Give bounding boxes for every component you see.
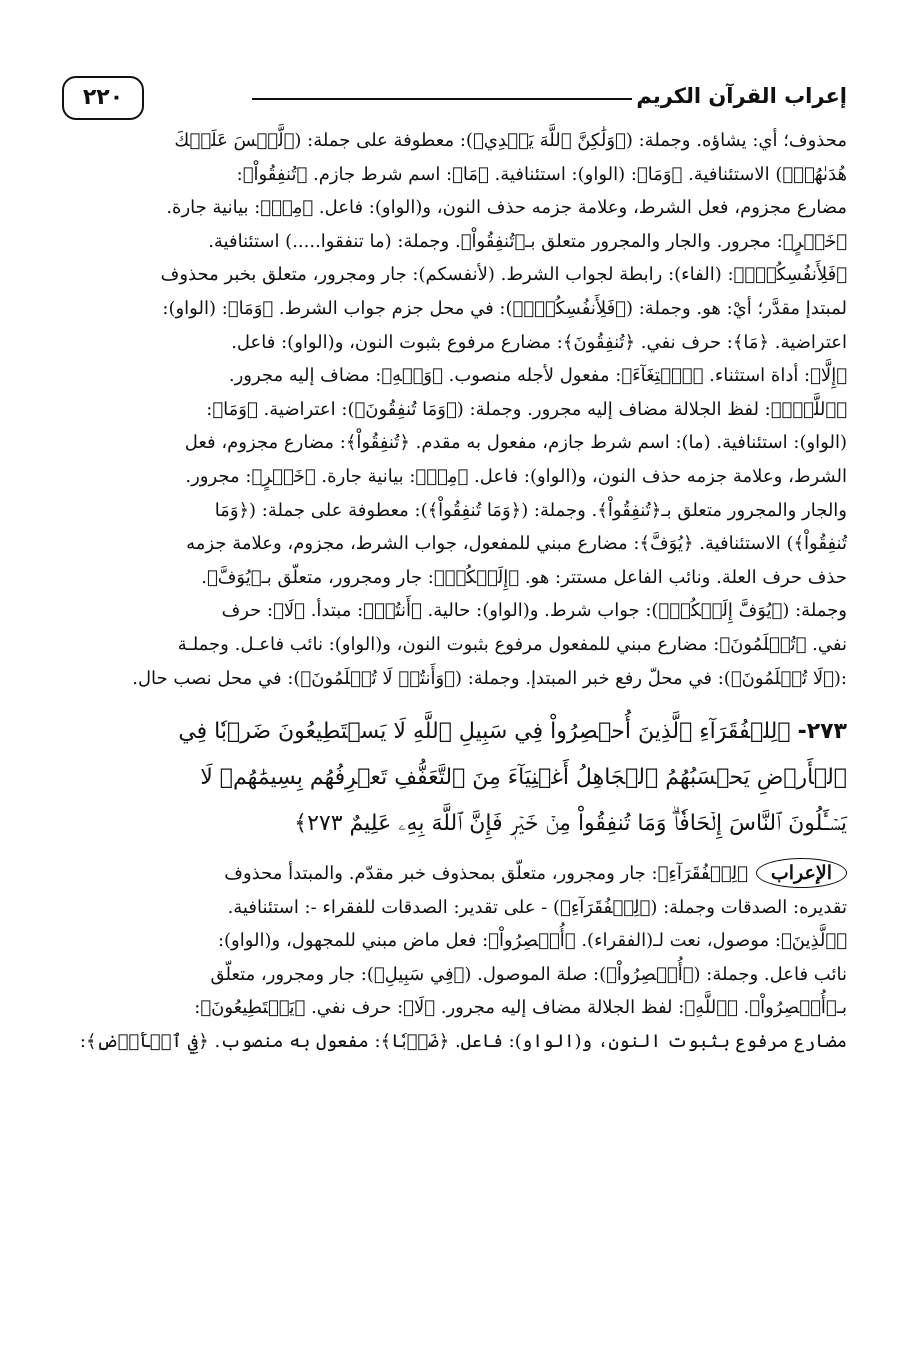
book-page [62,62,847,1059]
irab-273 [62,857,847,1059]
text-line: هُدَىٰهُمۡ﴾) الاستئنافية. ﴿وَمَا﴾: (الواو): استئنافية. ﴿مَا﴾: اسم شرط جازم. ﴿تُنفِقُواْ﴾: [236,163,847,185]
text-line: مضارع مرفوع بثبوت النون، و(الواو): فاعل. ﴿ضَرۡبٗا﴾: مفعول به منصوب. ﴿فِي ٱلۡأَرۡضِ﴾: [79,1031,847,1053]
text-line: ﴿إِلَّا﴾: أداة استثناء. ﴿ٱبۡتِغَآءَ﴾: مفعول لأجله منصوب. ﴿وَجۡهِ﴾: مضاف إليه مجرور. [228,365,847,387]
page-header [62,62,847,124]
irab-text: ﴿لِلۡفُقَرَآءِ﴾: جار ومجرور، متعلّق بمحذوف خبر مقدّم. والمبتدأ محذوف [224,863,748,885]
text-line: اعتراضية. ﴿مَا﴾: حرف نفي. ﴿تُنفِقُونَ﴾: مضارع مرفوع بثبوت النون، و(الواو): فاعل. [231,331,847,353]
text-line: وجملة: (﴿يُوَفَّ إِلَيۡكُمۡ﴾): جواب شرط. و(الواو): حالية. ﴿أَنتُمۡ﴾: مبتدأ. ﴿لَا﴾: حرف [221,600,847,622]
commentary-272 [62,124,847,695]
text-line: محذوف؛ أي: يشاؤه. وجملة: (﴿وَلَٰكِنَّ ٱللَّهَ يَهۡدِي﴾): معطوفة على جملة: (﴿لَّيۡسَ عَلَيۡكَ [174,130,847,151]
verse-number: ٢٧٣- [797,719,847,745]
text-line: لمبتدإ مقدَّر؛ أيْ: هو. وجملة: (﴿فَلِأَنفُسِكُمۡۚ﴾): في محل جزم جواب الشرط. ﴿وَمَا﴾: (الواو): [162,297,847,319]
text-line: ﴿ٱللَّهِۚ﴾: لفظ الجلالة مضاف إليه مجرور. وجملة: (﴿وَمَا تُنفِقُونَ﴾): اعتراضية. ﴿وَمَا﴾: [206,398,847,420]
text-line: تُنفِقُواْ﴾) الاستئنافية. ﴿يُوَفَّ﴾: مضارع مبني للمفعول، جواب الشرط، مجزوم، وعلامة جزمه [186,533,847,555]
verse-line: ٱلۡأَرۡضِ يَحۡسَبُهُمُ ٱلۡجَاهِلُ أَغۡنِيَآءَ مِنَ ٱلتَّعَفُّفِ تَعۡرِفُهُم بِسِيمَٰهُمۡ لَا [200,765,847,791]
text-line: نفي. ﴿تُظۡلَمُونَ﴾: مضارع مبني للمفعول مرفوع بثبوت النون، و(الواو): نائب فاعـل. وجملـة [177,633,847,655]
text-line: :(﴿لَا تُظۡلَمُونَ﴾): في محلّ رفع خبر المبتدإ. وجملة: (﴿وَأَنتُمۡ لَا تُظۡلَمُونَ﴾): في محل نصب حال. [132,667,847,689]
text-line: ﴿خَيۡرٍ﴾: مجرور. والجار والمجرور متعلق بـ﴿تُنفِقُواْ﴾. وجملة: (ما تنفقوا.....) استئنافية. [208,230,847,252]
text-line: مضارع مجزوم، فعل الشرط، وعلامة جزمه حذف النون، و(الواو): فاعل. ﴿مِنۡ﴾: بيانية جارة. [166,197,847,219]
text-line: نائب فاعل. وجملة: (﴿أُحۡصِرُواْ﴾): صلة الموصول. (﴿فِي سَبِيلِ﴾): جار ومجرور، متعلّق [210,963,847,985]
text-line [62,857,847,891]
verse-273 [62,709,847,847]
text-line: ﴿فَلِأَنفُسِكُمۡۚ﴾: (الفاء): رابطة لجواب الشرط. (لأنفسكم): جار ومجرور، متعلق بخبر محذوف [160,264,847,286]
irab-label: الإعراب [756,858,847,888]
verse-line [62,709,847,755]
verse-text: ﴿لِلۡفُقَرَآءِ ٱلَّذِينَ أُحۡصِرُواْ فِي سَبِيلِ ٱللَّهِ لَا يَسۡتَطِيعُونَ ضَرۡبٗا فِي [178,719,791,745]
text-line: حذف حرف العلة. ونائب الفاعل مستتر: هو. ﴿إِلَيۡكُمۡ﴾: جار ومجرور، متعلّق بـ﴿يُوَفَّ﴾. [201,566,847,588]
running-title: إعراب القرآن الكريم [636,84,847,108]
text-line: بـ﴿أُحۡصِرُواْ﴾. ﴿ٱللَّهِ﴾: لفظ الجلالة مضاف إليه مجرور. ﴿لَا﴾: حرف نفي. ﴿يَسۡتَطِيعُونَ﴾: [194,997,847,1019]
page-number: ٢٢٠ [62,76,144,120]
text-line: والجار والمجرور متعلق بـ﴿تُنفِقُواْ﴾. وجملة: (﴿وَمَا تُنفِقُواْ﴾): معطوفة على جملة: (﴿وَمَا [214,499,847,521]
text-line: تقديره: الصدقات وجملة: (﴿لِلۡفُقَرَآءِ﴾) - على تقدير: الصدقات للفقراء -: استئنافية. [227,896,847,918]
text-line: الشرط، وعلامة جزمه حذف النون، و(الواو): فاعل. ﴿مِنۡ﴾: بيانية جارة. ﴿خَيۡرٍ﴾: مجرور. [185,465,847,487]
text-line: ﴿ٱلَّذِينَ﴾: موصول، نعت لـ(الفقراء). ﴿أُحۡصِرُواْ﴾: فعل ماض مبني للمجهول، و(الواو): [217,930,847,952]
header-rule [252,98,632,100]
verse-line: يَسۡـَٔلُونَ ٱلنَّاسَ إِلۡحَافٗاۗ وَمَا تُنفِقُواْ مِنۡ خَيۡرٖ فَإِنَّ ٱللَّهَ بِهِۦ عَلِيمٌ ٢٧٣﴾ [294,811,847,837]
text-line: (الواو): استئنافية. (ما): اسم شرط جازم، مفعول به مقدم. ﴿تُنفِقُواْ﴾: مضارع مجزوم، فعل [184,432,847,454]
